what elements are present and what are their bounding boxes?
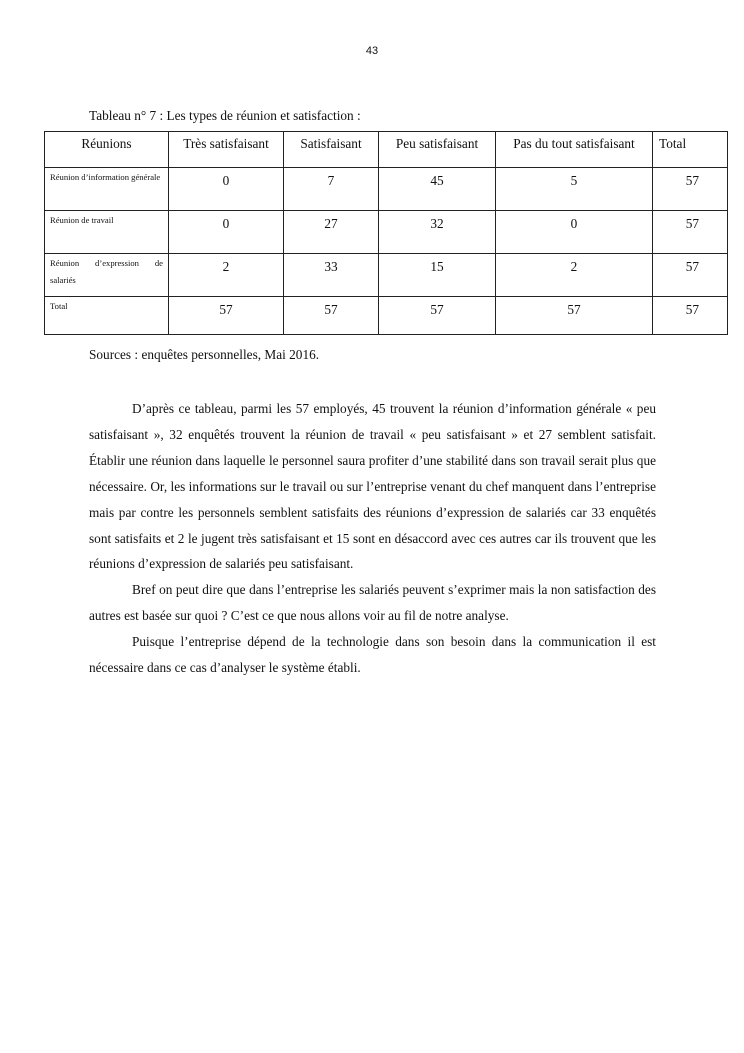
table-cell: 0 <box>169 211 284 254</box>
header-total: Total <box>653 132 728 168</box>
paragraph: D’après ce tableau, parmi les 57 employés, 45 trouvent la réunion d’information générale « peu satisfaisant », 32 enquêtés trouvent la réunion de travail « peu satisfaisant » et 27 semblent satisfait. Établir une réunion dans laquelle le personnel saura profiter d’une stabilité dans son travail serait plus que nécessaire. Or, les informations sur le travail ou sur l’entreprise venant du chef manquent dans l’entreprise mais par contre les personnels semblent satisfaits des réunions d’expression de salariés car 33 enquêtés sont satisfaits et 2 le jugent très satisfaisant et 15 sont en désaccord avec ces autres car ils trouvent que les réunions d’expression de salariés peu satisfaisant. <box>89 401 656 572</box>
table-cell: 0 <box>496 211 653 254</box>
paragraph: Bref on peut dire que dans l’entreprise les salariés peuvent s’exprimer mais la non satisfaction des autres est basée sur quoi ? C’est ce que nous allons voir au fil de notre analyse. <box>89 582 656 624</box>
table-cell: 27 <box>284 211 379 254</box>
table-cell: 33 <box>284 254 379 297</box>
table-cell: 45 <box>379 168 496 211</box>
table-cell: 0 <box>169 168 284 211</box>
table-cell: 2 <box>496 254 653 297</box>
header-pas-du-tout-satisfaisant: Pas du tout satisfaisant <box>496 132 653 168</box>
table-cell: 7 <box>284 168 379 211</box>
table-cell: 32 <box>379 211 496 254</box>
header-satisfaisant: Satisfaisant <box>284 132 379 168</box>
table-row <box>45 168 728 211</box>
table-row <box>45 254 728 297</box>
header-reunions: Réunions <box>45 132 169 168</box>
body-text <box>89 396 656 681</box>
table-cell: 57 <box>169 297 284 335</box>
table-cell-total: 57 <box>653 254 728 297</box>
table-cell-total: 57 <box>653 297 728 335</box>
page-number: 43 <box>365 45 379 57</box>
table-cell: 2 <box>169 254 284 297</box>
table-row-total <box>45 297 728 335</box>
row-label: Total <box>45 297 169 335</box>
row-label: Réunion de travail <box>45 211 169 254</box>
table-cell: 5 <box>496 168 653 211</box>
header-tres-satisfaisant: Très satisfaisant <box>169 132 284 168</box>
table-cell-total: 57 <box>653 211 728 254</box>
satisfaction-table <box>44 131 728 335</box>
table-caption: Tableau n° 7 : Les types de réunion et satisfaction : <box>89 108 361 123</box>
table-cell: 57 <box>284 297 379 335</box>
table-cell: 15 <box>379 254 496 297</box>
table-source: Sources : enquêtes personnelles, Mai 2016. <box>89 347 320 362</box>
table-header-row <box>45 132 728 168</box>
row-label: Réunion d’information générale <box>45 168 169 211</box>
table-cell: 57 <box>379 297 496 335</box>
table-cell: 57 <box>496 297 653 335</box>
header-peu-satisfaisant: Peu satisfaisant <box>379 132 496 168</box>
table-cell-total: 57 <box>653 168 728 211</box>
table-row <box>45 211 728 254</box>
paragraph: Puisque l’entreprise dépend de la technologie dans son besoin dans la communication il est nécessaire dans ce cas d’analyser le système établi. <box>89 634 656 676</box>
row-label: Réunion d’expression de salariés <box>45 254 169 297</box>
